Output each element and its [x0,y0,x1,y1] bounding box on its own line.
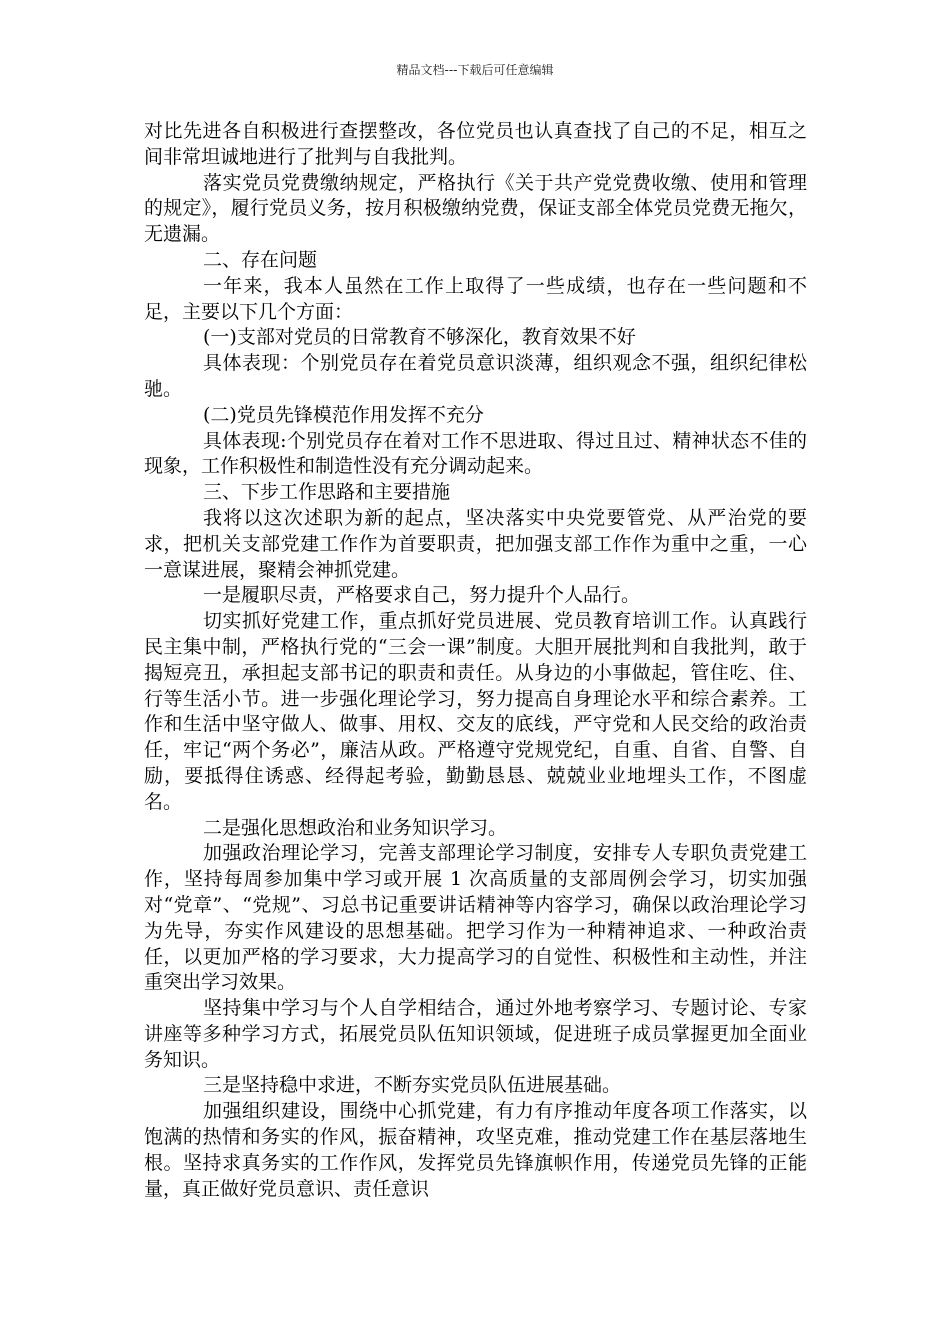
paragraph: 具体表现：个别党员存在着党员意识淡薄，组织观念不强，组织纪律松驰。 [144,352,807,400]
paragraph: 坚持集中学习与个人自学相结合，通过外地考察学习、专题讨论、专家讲座等多种学习方式，拓展党员队伍知识领域，促进班子成员掌握更加全面业务知识。 [144,997,807,1071]
paragraph: 落实党员党费缴纳规定，严格执行《关于共产党党费收缴、使用和管理的规定》，履行党员义务，按月积极缴纳党费，保证支部全体党员党费无拖欠，无遗漏。 [144,171,807,246]
subsection-heading: (一)支部对党员的日常教育不够深化，教育效果不好 [203,326,636,349]
subsection-heading: (二)党员先锋模范作用发挥不充分 [203,403,484,426]
measure-heading: 二是强化思想政治和业务知识学习。 [203,816,508,839]
measure-heading: 一是履职尽责，严格要求自己，努力提升个人品行。 [203,584,641,607]
paragraph: 切实抓好党建工作，重点抓好党员进展、党员教育培训工作。认真践行民主集中制，严格执行党的“三会一课”制度。大胆开展批判和自我批判，敢于揭短亮丑，承担起支部书记的职责和责任。从身边的小事做起，管住吃、住、行等生活小节。进一步强化理论学习，努力提高自身理论水平和综合素养。工作和生活中坚守做人、做事、用权、交友的底线，严守党和人民交给的政治责任，牢记“两个务必”，廉洁从政。严格遵守党规党纪，自重、自省、自警、自励，要抵得住诱惑、经得起考验，勤勤恳恳、兢兢业业地埋头工作，不图虚名。 [144,610,807,813]
page-header: 精品文档---下载后可任意编辑 [396,63,554,77]
section-heading: 三、下步工作思路和主要措施 [203,481,451,504]
paragraph: 一年来，我本人虽然在工作上取得了一些成绩，也存在一些问题和不足，主要以下几个方面： [144,274,807,323]
paragraph: 加强组织建设，围绕中心抓党建，有力有序推动年度各项工作落实，以饱满的热情和务实的作风，振奋精神，攻坚克难，推动党建工作在基层落地生根。坚持求真务实的工作作风，发挥党员先锋旗帜作用，传递党员先锋的正能量，真正做好党员意识、责任意识 [144,1100,807,1200]
paragraph: 对比先进各自积极进行查摆整改，各位党员也认真查找了自己的不足，相互之间非常坦诚地进行了批判与自我批判。 [144,120,807,168]
paragraph: 加强政治理论学习，完善支部理论学习制度，安排专人专职负责党建工作，坚持每周参加集中学习或开展 1 次高质量的支部周例会学习，切实加强对“党章”、“党规”、习总书记重要讲话精神等内容学习，确保以政治理论学习为先导，夯实作风建设的思想基础。把学习作为一种精神追求、一种政治责任，以更加严格的学习要求，大力提高学习的自觉性、积极性和主动性，并注重突出学习效果。 [144,842,807,994]
measure-heading: 三是坚持稳中求进，不断夯实党员队伍进展基础。 [203,1074,622,1097]
section-heading: 二、存在问题 [203,248,318,271]
paragraph: 具体表现:个别党员存在着对工作不思进取、得过且过、精神状态不佳的现象，工作积极性和制造性没有充分调动起来。 [144,429,807,478]
paragraph: 我将以这次述职为新的起点，坚决落实中央党要管党、从严治党的要求，把机关支部党建工作作为首要职责，把加强支部工作作为重中之重，一心一意谋进展，聚精会神抓党建。 [144,506,807,581]
document-body [144,119,807,1202]
